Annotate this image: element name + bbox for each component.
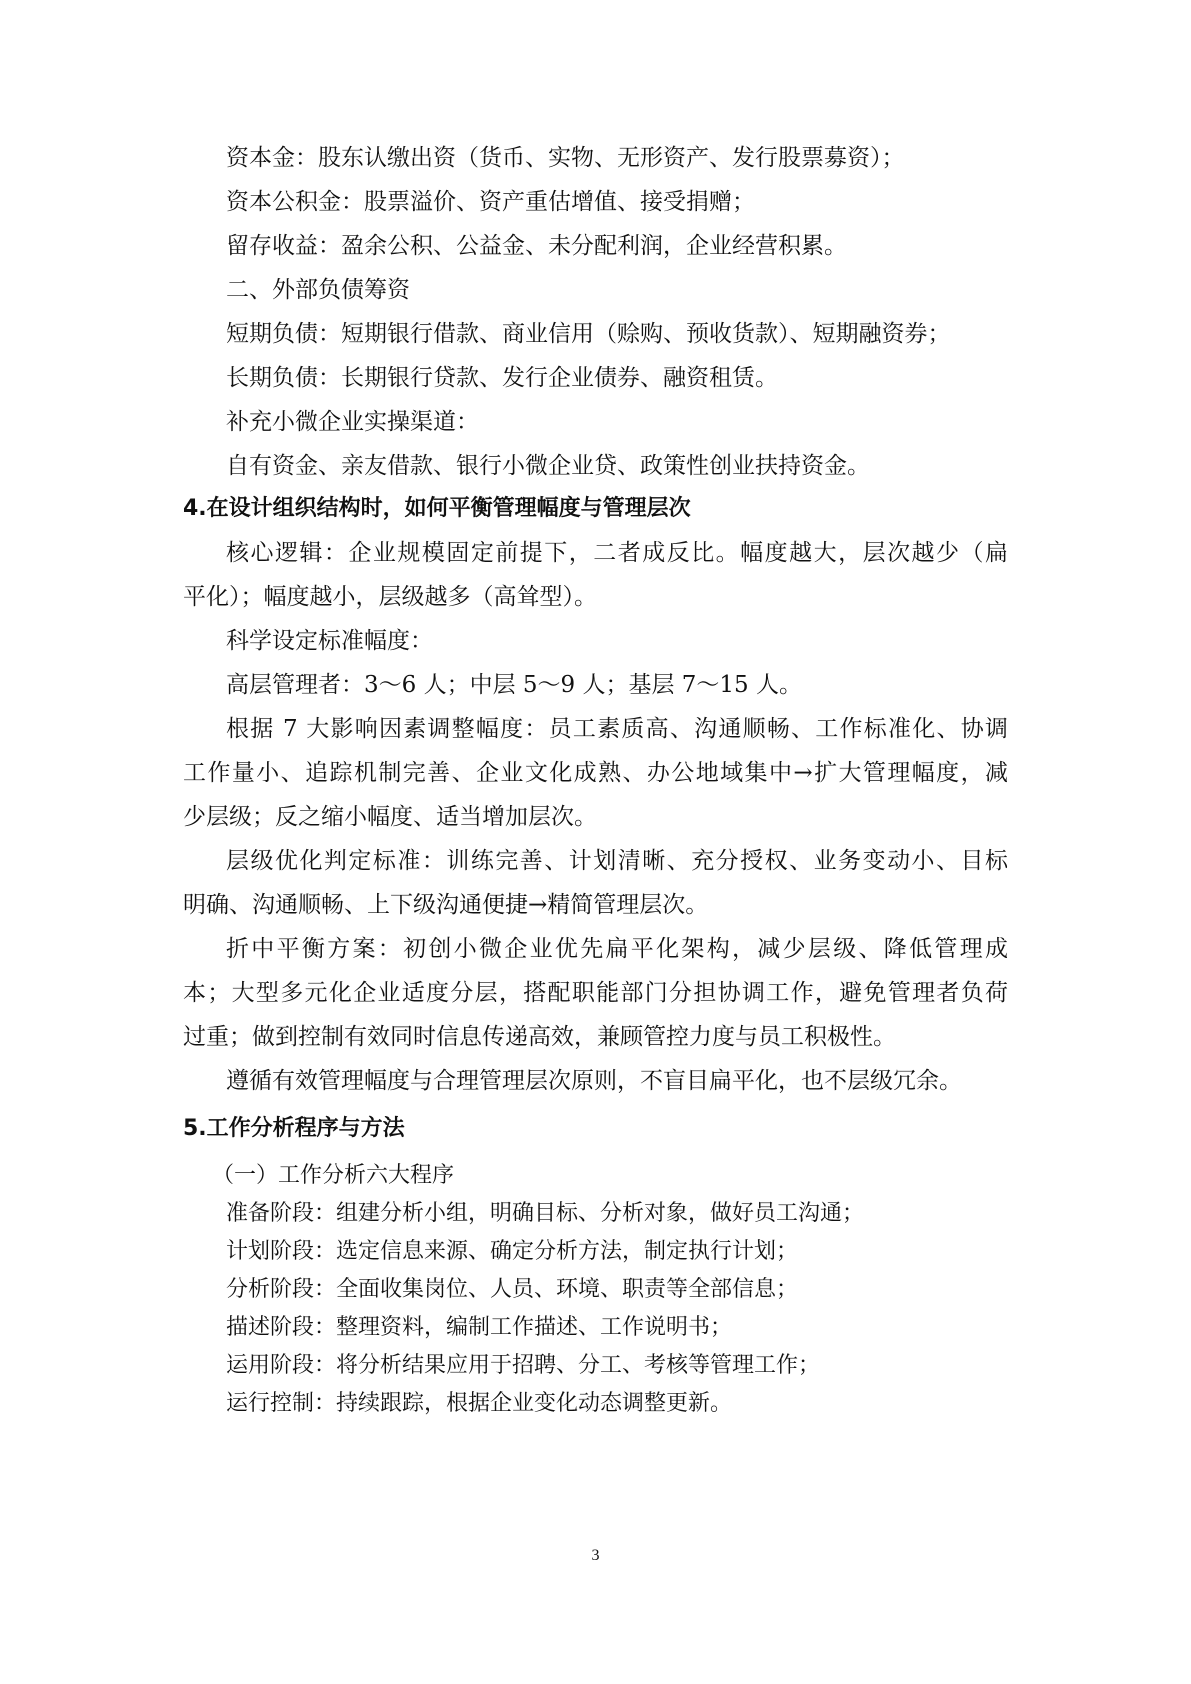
page-number: 3 bbox=[591, 1547, 600, 1564]
text-line-capital-reserve: 资本公积金：股票溢价、资产重估增值、接受捐赠； bbox=[226, 189, 755, 215]
paragraph-core-logic-line1: 核心逻辑：企业规模固定前提下，二者成反比。幅度越大，层次越少（扁 bbox=[226, 540, 1008, 566]
paragraph-optimization-line1: 层级优化判定标准：训练完善、计划清晰、充分授权、业务变动小、目标 bbox=[226, 848, 1008, 874]
procedure-planning: 计划阶段：选定信息来源、确定分析方法，制定执行计划； bbox=[226, 1239, 799, 1264]
paragraph-core-logic-line2: 平化）；幅度越小，层级越多（高耸型）。 bbox=[183, 584, 597, 610]
text-line-principle: 遵循有效管理幅度与合理管理层次原则，不盲目扁平化，也不层级冗余。 bbox=[226, 1068, 962, 1094]
text-line-supplement-channels: 补充小微企业实操渠道： bbox=[226, 409, 479, 435]
paragraph-factors-line3: 少层级；反之缩小幅度、适当增加层次。 bbox=[183, 804, 597, 830]
paragraph-factors-line1: 根据 7 大影响因素调整幅度：员工素质高、沟通顺畅、工作标准化、协调 bbox=[226, 716, 1008, 742]
text-line-short-term-debt: 短期负债：短期银行借款、商业信用（赊购、预收货款）、短期融资券； bbox=[226, 321, 951, 347]
paragraph-balance-line2: 本；大型多元化企业适度分层，搭配职能部门分担协调工作，避免管理者负荷 bbox=[183, 980, 1008, 1006]
procedure-analysis: 分析阶段：全面收集岗位、人员、环境、职责等全部信息； bbox=[226, 1277, 799, 1302]
text-line-span-numbers: 高层管理者：3～6 人；中层 5～9 人；基层 7～15 人。 bbox=[226, 672, 802, 698]
procedure-description: 描述阶段：整理资料，编制工作描述、工作说明书； bbox=[226, 1315, 733, 1340]
procedure-preparation: 准备阶段：组建分析小组，明确目标、分析对象，做好员工沟通； bbox=[226, 1201, 865, 1226]
text-line-standard-span: 科学设定标准幅度： bbox=[226, 628, 433, 654]
paragraph-balance-line1: 折中平衡方案：初创小微企业优先扁平化架构，减少层级、降低管理成 bbox=[226, 936, 1008, 962]
paragraph-optimization-line2: 明确、沟通顺畅、上下级沟通便捷→精简管理层次。 bbox=[183, 892, 709, 918]
paragraph-balance-line3: 过重；做到控制有效同时信息传递高效，兼顾管控力度与员工积极性。 bbox=[183, 1024, 896, 1050]
section-heading-external-debt: 二、外部负债筹资 bbox=[226, 277, 410, 303]
question-heading-5: 5.工作分析程序与方法 bbox=[183, 1116, 405, 1141]
text-line-long-term-debt: 长期负债：长期银行贷款、发行企业债券、融资租赁。 bbox=[226, 365, 778, 391]
paragraph-factors-line2: 工作量小、追踪机制完善、企业文化成熟、办公地域集中→扩大管理幅度，减 bbox=[183, 760, 1008, 786]
procedure-application: 运用阶段：将分析结果应用于招聘、分工、考核等管理工作； bbox=[226, 1353, 821, 1378]
procedure-control: 运行控制：持续跟踪，根据企业变化动态调整更新。 bbox=[226, 1391, 733, 1416]
text-line-retained-earnings: 留存收益：盈余公积、公益金、未分配利润，企业经营积累。 bbox=[226, 233, 847, 259]
text-line-channels-list: 自有资金、亲友借款、银行小微企业贷、政策性创业扶持资金。 bbox=[226, 453, 870, 479]
subheading-six-procedures: （一）工作分析六大程序 bbox=[212, 1163, 455, 1188]
text-line-capital: 资本金：股东认缴出资（货币、实物、无形资产、发行股票募资）； bbox=[226, 145, 905, 171]
question-heading-4: 4.在设计组织结构时，如何平衡管理幅度与管理层次 bbox=[183, 496, 691, 521]
